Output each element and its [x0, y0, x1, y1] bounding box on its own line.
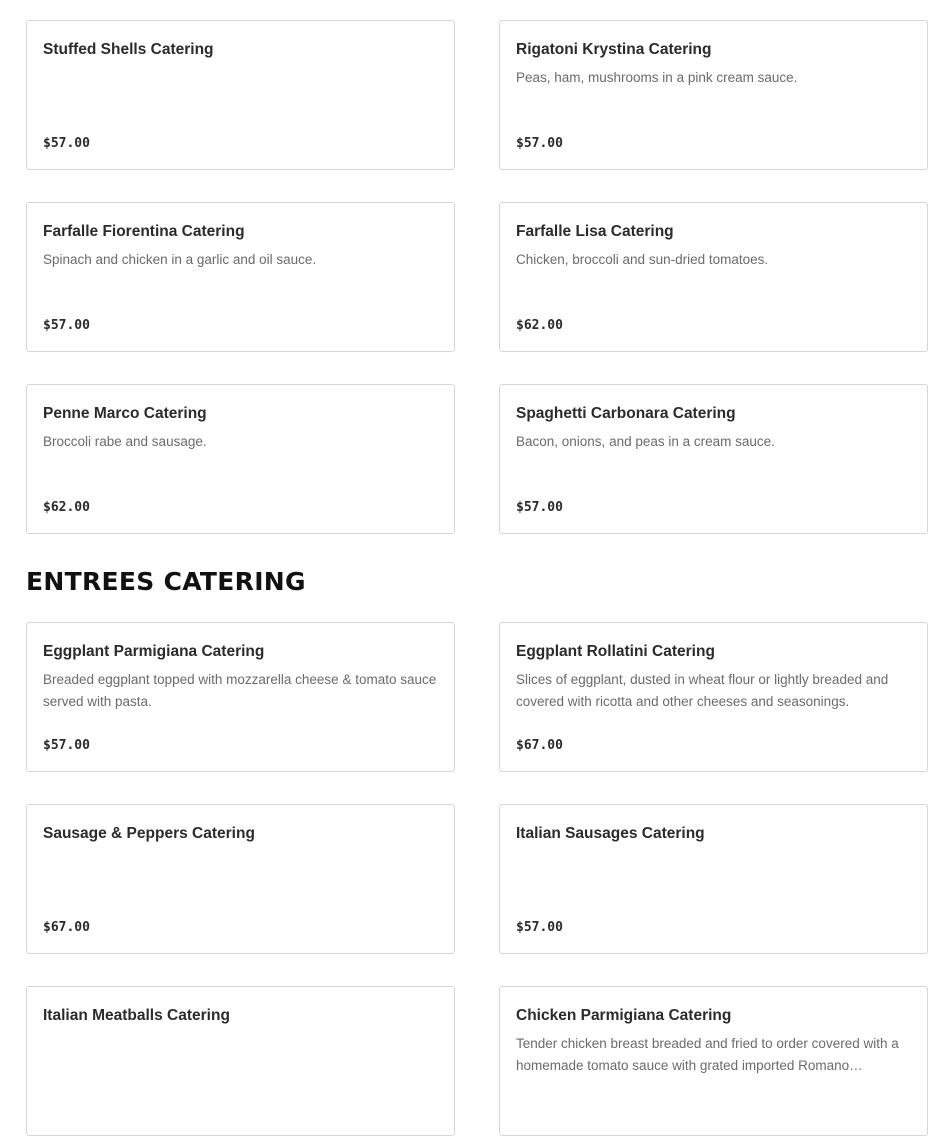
menu-item-name: Farfalle Lisa Catering	[516, 223, 674, 240]
menu-item-description: Slices of eggplant, dusted in wheat flour or lightly breaded and covered with ricotta and other cheeses and seasonings.	[516, 672, 889, 709]
menu-item-name: Italian Sausages Catering	[516, 825, 705, 842]
menu-item-description: Spinach and chicken in a garlic and oil sauce.	[43, 252, 317, 267]
menu-item-name: Eggplant Parmigiana Catering	[43, 643, 265, 660]
menu-item-description: Bacon, onions, and peas in a cream sauce.	[516, 434, 775, 449]
menu-item-price: $57.00	[516, 500, 563, 515]
menu-item-price: $62.00	[43, 500, 90, 515]
pasta-catering-section	[26, 20, 928, 534]
menu-item-description: Tender chicken breast breaded and fried to order covered with a homemade tomato sauce with grated imported Romano…	[516, 1036, 899, 1073]
menu-item-name: Italian Meatballs Catering	[43, 1007, 230, 1024]
menu-item-card[interactable]	[26, 804, 455, 954]
menu-item-name: Spaghetti Carbonara Catering	[516, 405, 736, 422]
menu-item-description: Peas, ham, mushrooms in a pink cream sauce.	[516, 70, 798, 85]
menu-item-price: $57.00	[516, 920, 563, 935]
menu-item-card[interactable]	[499, 804, 928, 954]
menu-item-description: Breaded eggplant topped with mozzarella cheese & tomato sauce served with pasta.	[43, 672, 437, 709]
menu-item-name: Eggplant Rollatini Catering	[516, 643, 715, 660]
menu-item-card[interactable]	[26, 20, 455, 170]
menu-item-description: Broccoli rabe and sausage.	[43, 434, 207, 449]
menu-item-price: $57.00	[516, 136, 563, 151]
menu-item-card[interactable]	[499, 384, 928, 534]
menu-item-card[interactable]	[26, 384, 455, 534]
menu-item-card[interactable]	[499, 986, 928, 1136]
menu-item-price: $67.00	[516, 738, 563, 753]
menu-item-card[interactable]	[26, 622, 455, 772]
menu-item-price: $67.00	[43, 920, 90, 935]
section-title-entrees: ENTREES CATERING	[26, 567, 306, 596]
menu-item-card[interactable]	[499, 202, 928, 352]
menu-item-card[interactable]	[499, 622, 928, 772]
menu-item-name: Farfalle Fiorentina Catering	[43, 223, 245, 240]
menu-item-price: $57.00	[43, 738, 90, 753]
entrees-catering-section	[26, 622, 928, 1136]
menu-item-price: $57.00	[43, 136, 90, 151]
menu-item-card[interactable]	[26, 986, 455, 1136]
menu-item-name: Rigatoni Krystina Catering	[516, 41, 712, 58]
menu-item-description: Chicken, broccoli and sun-dried tomatoes.	[516, 252, 769, 267]
entrees-menu-grid	[26, 622, 928, 1136]
pasta-menu-grid	[26, 20, 928, 534]
menu-item-name: Stuffed Shells Catering	[43, 41, 214, 58]
menu-item-price: $57.00	[43, 318, 90, 333]
menu-item-name: Sausage & Peppers Catering	[43, 825, 255, 842]
menu-item-name: Chicken Parmigiana Catering	[516, 1007, 732, 1024]
menu-item-name: Penne Marco Catering	[43, 405, 207, 422]
menu-item-card[interactable]	[499, 20, 928, 170]
menu-item-card[interactable]	[26, 202, 455, 352]
menu-item-price: $62.00	[516, 318, 563, 333]
